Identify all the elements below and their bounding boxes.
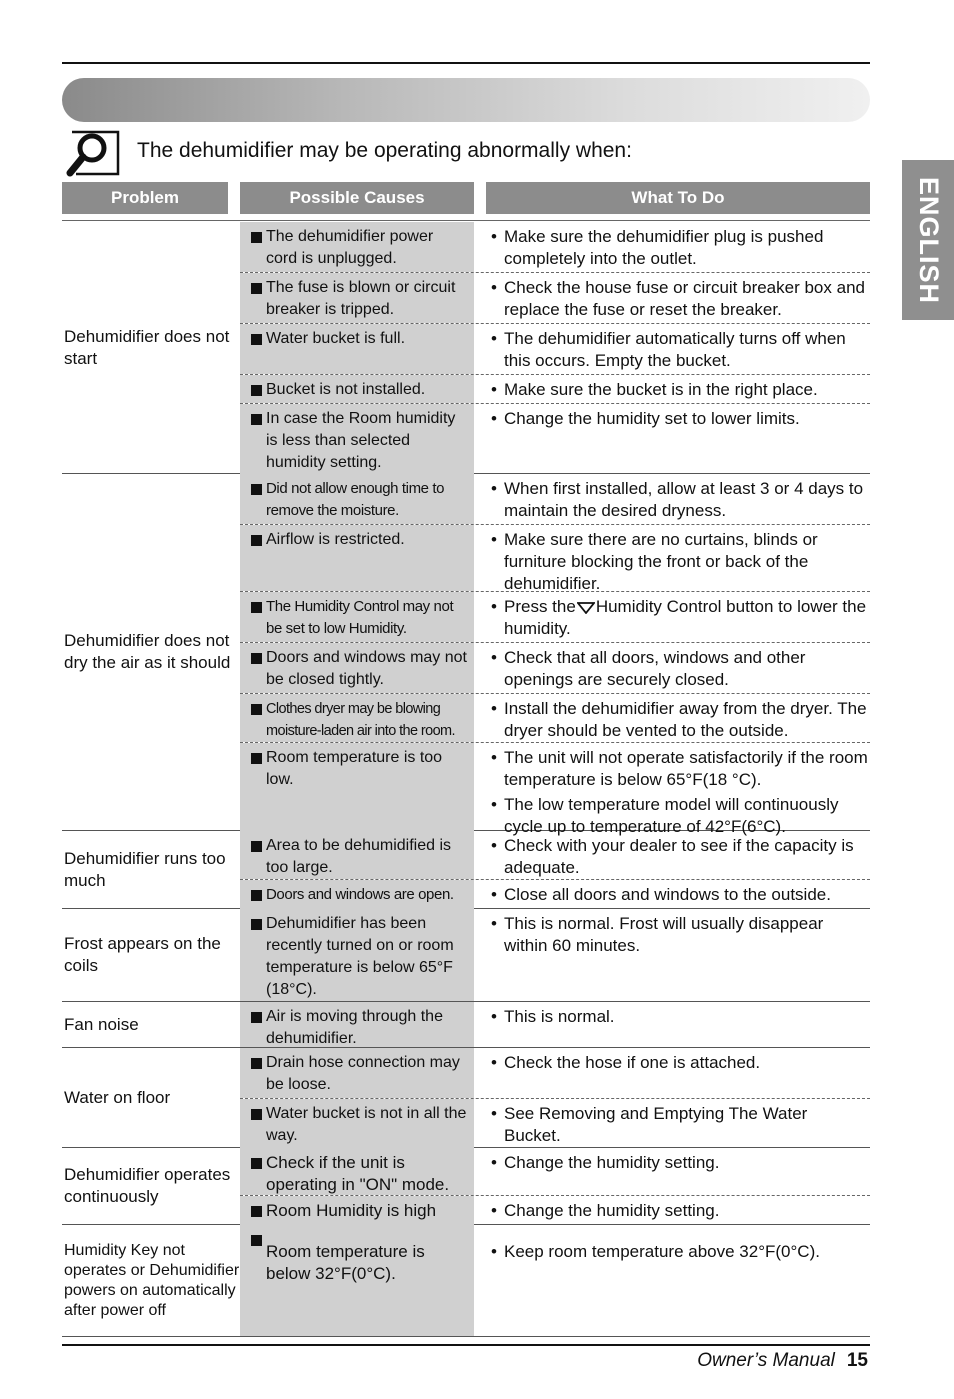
todo-item: • Check with your dealer to see if the capacity is adequate. — [490, 835, 868, 879]
cause-cell: Room Humidity is high — [240, 1196, 474, 1225]
todo-cell — [486, 1148, 870, 1195]
todo-item: • Close all doors and windows to the outside. — [490, 884, 868, 906]
table-row — [240, 1048, 870, 1099]
table-row — [240, 831, 870, 880]
todo-item: • Make sure the bucket is in the right place. — [490, 379, 868, 401]
table-row — [240, 743, 870, 835]
table-row — [240, 1002, 870, 1047]
troubleshooting-table — [62, 222, 870, 1337]
todo-cell — [486, 1099, 870, 1148]
table-group — [62, 1002, 870, 1048]
column-header-causes: Possible Causes — [240, 182, 474, 214]
intro — [66, 128, 866, 178]
group-rows — [240, 1148, 870, 1224]
problem-cell: Water on floor — [64, 1087, 171, 1107]
language-tab — [902, 160, 954, 320]
table-row — [240, 474, 870, 525]
todo-cell — [486, 694, 870, 742]
todo-text: Press the — [504, 597, 576, 616]
todo-cell — [486, 222, 870, 272]
header-rule — [62, 220, 870, 221]
cause-cell: Dehumidifier has been recently turned on or room temperature is below 65°F (18°C). — [240, 909, 474, 1001]
todo-item: • Change the humidity setting. — [490, 1152, 868, 1174]
cause-cell: The dehumidifier power cord is unplugged. — [240, 222, 474, 272]
todo-item: • The unit will not operate satisfactorily if the room temperature is below 65°F(18 °C). — [490, 747, 868, 791]
table-row — [240, 324, 870, 375]
todo-item: • This is normal. Frost will usually disappear within 60 minutes. — [490, 913, 868, 957]
table-row — [240, 643, 870, 694]
cause-cell: Airflow is restricted. — [240, 525, 474, 591]
todo-item: • Make sure there are no curtains, blinds or furniture blocking the front or back of the dehumidifier. — [490, 529, 868, 595]
triangle-down-icon — [577, 602, 595, 614]
top-rule — [62, 62, 870, 64]
todo-cell — [486, 743, 870, 835]
todo-text: Humidity Control button to lower the humidity. — [504, 597, 867, 638]
todo-item — [490, 596, 868, 640]
todo-item: • Change the humidity set to lower limits. — [490, 408, 868, 430]
problem-cell: Fan noise — [64, 1014, 139, 1034]
todo-item: • When first installed, allow at least 3 or 4 days to maintain the desired dryness. — [490, 478, 868, 522]
problem-cell: Dehumidifier does not start — [64, 326, 230, 368]
group-rows — [240, 909, 870, 1001]
problem-cell: Humidity Key not operates or Dehumidifier powers on automatically after power off — [64, 1241, 240, 1319]
problem-cell: Dehumidifier operates continuously — [64, 1165, 231, 1206]
table-row — [240, 404, 870, 474]
table-row — [240, 1099, 870, 1148]
column-header-problem: Problem — [62, 182, 228, 214]
table-group — [62, 1148, 870, 1225]
table-row — [240, 694, 870, 743]
magnifier-icon — [66, 128, 120, 178]
todo-item: • Install the dehumidifier away from the dryer. The dryer should be vented to the outside. — [490, 698, 868, 742]
cause-cell: Air is moving through the dehumidifier. — [240, 1002, 474, 1047]
group-rows — [240, 1048, 870, 1147]
table-row — [240, 909, 870, 1001]
todo-item: • See Removing and Emptying The Water Bucket. — [490, 1103, 868, 1147]
table-row — [240, 1225, 870, 1336]
table-group — [62, 1048, 870, 1148]
page-number: 15 — [846, 1350, 868, 1371]
todo-cell — [486, 273, 870, 323]
todo-cell — [486, 592, 870, 642]
todo-item: • Make sure the dehumidifier plug is pushed completely into the outlet. — [490, 226, 868, 270]
cause-cell: Water bucket is full. — [240, 324, 474, 374]
todo-item: • Check the hose if one is attached. — [490, 1052, 868, 1074]
cause-cell: Water bucket is not in all the way. — [240, 1099, 474, 1148]
table-group — [62, 909, 870, 1002]
todo-item: • Keep room temperature above 32°F(0°C). — [490, 1241, 868, 1263]
todo-cell — [486, 880, 870, 909]
todo-cell — [486, 404, 870, 474]
table-row — [240, 222, 870, 273]
table-group — [62, 222, 870, 474]
cause-cell: Room temperature is too low. — [240, 743, 474, 835]
footer — [697, 1350, 868, 1372]
todo-item: • The low temperature model will continuously cycle up to temperature of 42°F(6°C). — [490, 794, 868, 838]
group-rows — [240, 831, 870, 908]
cause-cell: Bucket is not installed. — [240, 375, 474, 403]
table-row — [240, 592, 870, 643]
table-row — [240, 375, 870, 404]
manual-title: Owner’s Manual — [697, 1350, 835, 1371]
group-rows — [240, 222, 870, 473]
problem-cell: Frost appears on the coils — [64, 934, 221, 975]
group-rows — [240, 1225, 870, 1336]
cause-cell: Clothes dryer may be blowing moisture-laden air into the room. — [240, 694, 474, 742]
todo-cell — [486, 474, 870, 524]
todo-cell — [486, 643, 870, 693]
table-group — [62, 831, 870, 909]
bottom-rule — [62, 1344, 870, 1346]
cause-cell: The fuse is blown or circuit breaker is tripped. — [240, 273, 474, 323]
cause-cell: Doors and windows may not be closed tightly. — [240, 643, 474, 693]
cause-cell: Check if the unit is operating in "ON" mode. — [240, 1148, 474, 1195]
todo-cell — [486, 525, 870, 591]
todo-cell — [486, 1225, 870, 1336]
cause-cell: In case the Room humidity is less than selected humidity setting. — [240, 404, 474, 474]
table-row — [240, 273, 870, 324]
group-rows — [240, 474, 870, 836]
group-rows — [240, 1002, 870, 1047]
cause-cell: Room temperature is below 32°F(0°C). — [240, 1225, 474, 1336]
todo-item: • Check that all doors, windows and other openings are securely closed. — [490, 647, 868, 691]
todo-cell — [486, 1002, 870, 1047]
todo-cell — [486, 1196, 870, 1225]
todo-cell — [486, 831, 870, 879]
cause-cell: Doors and windows are open. — [240, 880, 474, 909]
todo-cell — [486, 909, 870, 1001]
table-group — [62, 474, 870, 836]
todo-cell — [486, 324, 870, 374]
table-group — [62, 1225, 870, 1337]
todo-item: • Change the humidity setting. — [490, 1200, 868, 1222]
cause-cell: Did not allow enough time to remove the moisture. — [240, 474, 474, 524]
todo-item: • This is normal. — [490, 1006, 868, 1028]
header-banner — [62, 78, 870, 122]
language-tab-label: ENGLISH — [913, 176, 944, 304]
column-header-todo: What To Do — [486, 182, 870, 214]
cause-cell: The Humidity Control may not be set to low Humidity. — [240, 592, 474, 642]
intro-text: The dehumidifier may be operating abnormally when: — [137, 139, 632, 162]
problem-cell: Dehumidifier does not dry the air as it should — [64, 631, 231, 672]
cause-cell: Drain hose connection may be loose. — [240, 1048, 474, 1098]
table-row — [240, 525, 870, 592]
todo-item: • Check the house fuse or circuit breaker box and replace the fuse or reset the breaker. — [490, 277, 868, 321]
todo-item: • The dehumidifier automatically turns off when this occurs. Empty the bucket. — [490, 328, 868, 372]
table-row — [240, 880, 870, 909]
todo-cell — [486, 375, 870, 403]
table-row — [240, 1196, 870, 1225]
cause-cell: Area to be dehumidified is too large. — [240, 831, 474, 879]
table-row — [240, 1148, 870, 1196]
problem-cell: Dehumidifier runs too much — [64, 848, 226, 890]
todo-cell — [486, 1048, 870, 1098]
